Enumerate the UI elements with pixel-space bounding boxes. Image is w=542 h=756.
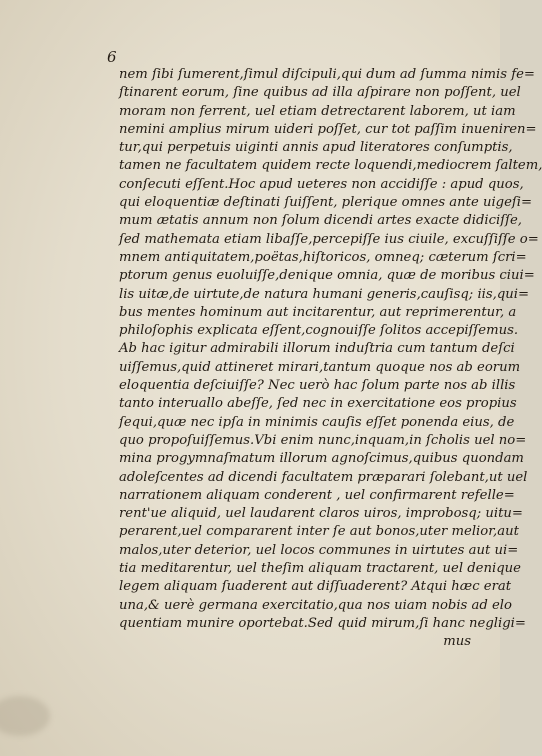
text-line: perarent,uel compararent inter ſe aut bonos,uter melior,aut xyxy=(119,524,519,540)
text-line: una,& uerè germana exercitatio,qua nos uiam nobis ad elo xyxy=(119,597,512,613)
text-line: legem aliquam ſuaderent aut diſſuaderent? Atqui hæc erat xyxy=(119,579,512,595)
text-line: rent'ue aliquid, uel laudarent claros uiros, improbosq; uitu= xyxy=(119,506,523,522)
text-line: nemini amplius mirum uideri poſſet, cur tot paſſim inueniren= xyxy=(119,121,537,137)
text-line: adoleſcentes ad dicendi facultatem præparari ſolebant,ut uel xyxy=(119,469,528,485)
paper-stain xyxy=(0,696,50,736)
text-line: mus xyxy=(443,634,471,650)
text-line: nem ſibi ſumerent,ſimul diſcipuli,qui dum ad ſumma nimis fe= xyxy=(119,67,535,82)
text-line: narrationem aliquam conderent , uel confirmarent refelle= xyxy=(119,487,515,503)
text-line: tamen ne facultatem quidem recte loquendi,mediocrem ſaltem, xyxy=(119,158,542,174)
text-line: conſecuti eſſent.Hoc apud ueteres non accidiſſe : apud quos, xyxy=(119,176,524,192)
text-line: ptorum genus euoluiſſe,denique omnia, quæ de moribus ciui= xyxy=(119,268,535,284)
text-line: qui eloquentiæ deſtinati ſuiſſent, plerique omnes ante uigeſi= xyxy=(119,195,533,211)
text-line: tanto interuallo abeſſe, ſed nec in exercitatione eos propius xyxy=(119,396,517,412)
text-line: ſequi,quæ nec ipſa in minimis cauſis eſſet ponenda eius, de xyxy=(119,414,515,430)
text-line: moram non ferrent, uel etiam detrectarent laborem, ut iam xyxy=(119,103,516,119)
text-line: uiſſemus,quid attineret mirari,tantum quoque nos ab eorum xyxy=(119,359,521,375)
text-line: ſed mathemata etiam libaſſe,percepiſſe ius ciuile, excuſſiſſe o= xyxy=(119,231,539,247)
text-line: quentiam munire oportebat.Sed quid mirum,ſi hanc negligi= xyxy=(119,615,526,631)
text-line: mnem antiquitatem,poëtas,hiſtoricos, omneq; cæterum ſcri= xyxy=(119,249,527,265)
text-line: bus mentes hominum aut incitarentur, aut reprimerentur, a xyxy=(119,304,517,320)
text-line: tia meditarentur, uel theſim aliquam tractarent, uel denique xyxy=(119,561,521,577)
text-line: lis uitæ,de uirtute,de natura humani generis,cauſisq; iis,qui= xyxy=(119,286,530,302)
text-line: philoſophis explicata eſſent,cognouiſſe ſolitos accepiſſemus. xyxy=(119,323,519,339)
text-line: ſtinarent eorum, ſine quibus ad illa aſpirare non poſſent, uel xyxy=(119,85,521,101)
text-line: mina progymnaſmatum illorum agnoſcimus,quibus quondam xyxy=(119,451,524,467)
text-line: quo propoſuiſſemus.Vbi enim nunc,inquam,in ſcholis uel no= xyxy=(119,432,527,448)
text-line: tur,qui perpetuis uiginti annis apud literatores conſumptis, xyxy=(119,140,513,156)
text-line: eloquentia deſciuiſſe? Nec uerò hac ſolum parte nos ab illis xyxy=(119,378,516,394)
page-number: 6 xyxy=(107,48,117,66)
text-line: Ab hac igitur admirabili illorum induſtria cum tantum deſci xyxy=(119,341,515,357)
body-text xyxy=(119,66,542,652)
text-line: mum ætatis annum non ſolum dicendi artes exacte didiciſſe, xyxy=(119,213,523,229)
text-line: malos,uter deterior, uel locos communes in uirtutes aut ui= xyxy=(119,542,519,558)
